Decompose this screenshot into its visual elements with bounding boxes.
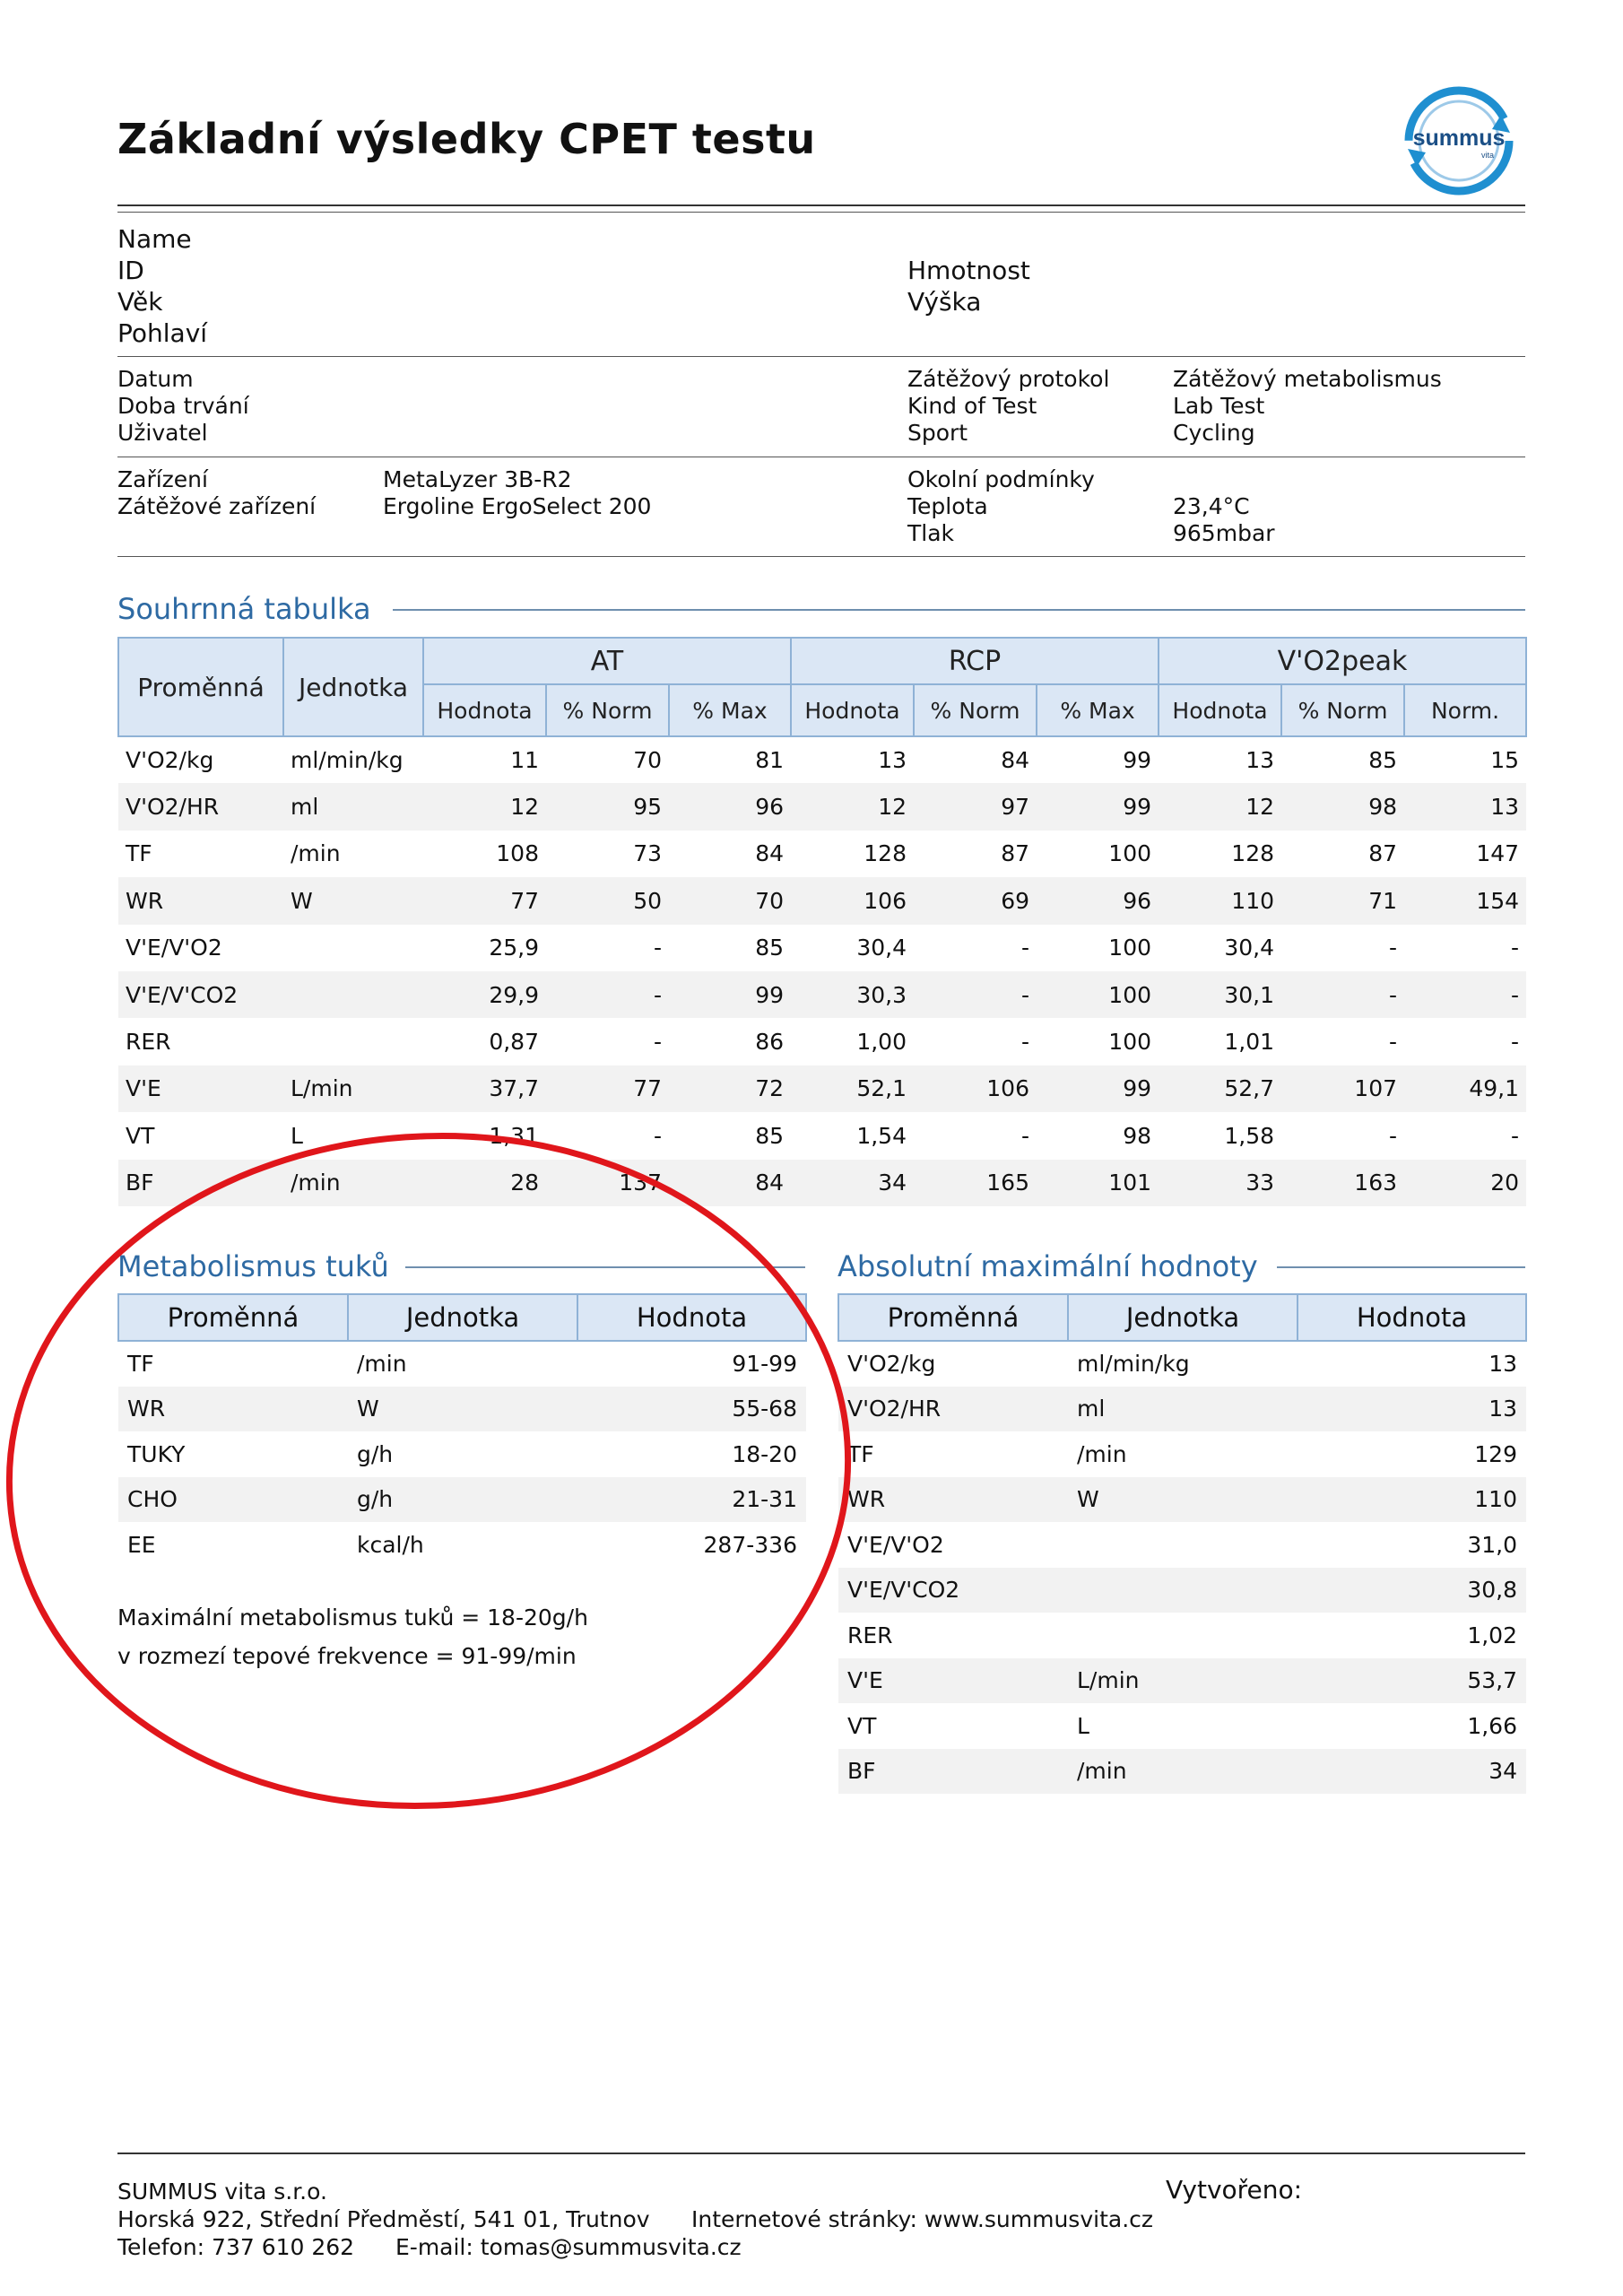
variable-cell: TF xyxy=(126,840,152,867)
value-cell: 12 xyxy=(791,783,914,830)
ergometer-value: Ergoline ErgoSelect 200 xyxy=(383,493,652,519)
value-cell: 128 xyxy=(1231,840,1275,867)
value-cell: 13 xyxy=(1488,1351,1517,1378)
value-cell: 34 xyxy=(791,1160,914,1206)
unit-cell: W xyxy=(1068,1477,1298,1523)
value-cell: 100 xyxy=(1108,935,1152,961)
variable-cell: BF xyxy=(838,1749,1068,1795)
value-cell: 87 xyxy=(1368,840,1398,867)
value-cell: 85 xyxy=(755,1122,784,1149)
value-cell: 98 xyxy=(1281,783,1404,830)
value-cell: 55-68 xyxy=(577,1387,806,1432)
value-cell: 100 xyxy=(1037,971,1159,1018)
value-cell: 96 xyxy=(669,783,791,830)
variable-cell: V'E/V'O2 xyxy=(847,1531,944,1558)
table-row xyxy=(118,1160,1526,1206)
unit-cell: L/min xyxy=(283,1065,423,1112)
value-cell: 31,0 xyxy=(1467,1531,1517,1558)
value-cell: 85 xyxy=(755,935,784,961)
fat-note-line2: v rozmezí tepové frekvence = 91-99/min xyxy=(117,1643,577,1669)
value-cell: 101 xyxy=(1037,1160,1159,1206)
table-row xyxy=(118,1387,806,1432)
value-cell: 13 xyxy=(1404,783,1526,830)
value-cell: 30,3 xyxy=(791,971,914,1018)
footer-created-label: Vytvořeno: xyxy=(1166,2175,1303,2205)
sex-label: Pohlaví xyxy=(117,318,208,348)
device-value: MetaLyzer 3B-R2 xyxy=(383,466,572,492)
value-cell: 50 xyxy=(546,877,669,924)
footer-company: SUMMUS vita s.r.o. xyxy=(117,2179,327,2205)
table-row xyxy=(118,1018,1526,1065)
value-cell: 100 xyxy=(1108,1029,1152,1056)
value-cell: - xyxy=(1020,1122,1029,1149)
value-cell: 165 xyxy=(914,1160,1037,1206)
fat-section-title: Metabolismus tuků xyxy=(117,1249,389,1283)
value-cell: 77 xyxy=(546,1065,669,1112)
summary-subheader: Hodnota xyxy=(791,684,914,736)
group-vo2peak: V'O2peak xyxy=(1159,638,1526,684)
date-label: Datum xyxy=(117,366,194,392)
value-cell: - xyxy=(1388,1029,1398,1056)
temperature-label: Teplota xyxy=(907,493,988,519)
value-cell: - xyxy=(1511,935,1520,961)
value-cell: 12 xyxy=(423,783,546,830)
value-cell: 21-31 xyxy=(577,1477,806,1523)
page-title: Základní výsledky CPET testu xyxy=(117,115,816,163)
kind-value: Lab Test xyxy=(1173,393,1265,419)
value-cell: 96 xyxy=(1037,877,1159,924)
summary-table xyxy=(117,637,1527,1206)
value-cell: 52,7 xyxy=(1159,1065,1281,1112)
group-rcp: RCP xyxy=(791,638,1159,684)
table-row xyxy=(118,736,1526,783)
unit-cell: L/min xyxy=(1068,1658,1298,1704)
unit-cell xyxy=(1068,1613,1298,1658)
value-cell: 137 xyxy=(546,1160,669,1206)
value-cell: - xyxy=(1020,935,1029,961)
value-cell: 84 xyxy=(755,840,784,867)
value-cell: 81 xyxy=(755,747,784,774)
unit-cell xyxy=(1068,1522,1298,1568)
value-cell: 15 xyxy=(1490,747,1520,774)
unit-cell: ml xyxy=(283,783,423,830)
unit-cell: L xyxy=(291,1122,303,1149)
protocol-value: Zátěžový metabolismus xyxy=(1173,366,1442,392)
absmax-header: Hodnota xyxy=(1298,1294,1526,1341)
value-cell: 1,58 xyxy=(1224,1122,1275,1149)
fat-table xyxy=(117,1293,807,1568)
value-cell: 13 xyxy=(1298,1387,1526,1432)
kind-label: Kind of Test xyxy=(907,393,1037,419)
value-cell: - xyxy=(1511,1029,1520,1056)
value-cell: 106 xyxy=(791,877,914,924)
value-cell: 13 xyxy=(1245,747,1275,774)
variable-cell: V'E xyxy=(118,1065,283,1112)
unit-cell: /min xyxy=(283,1160,423,1206)
age-label: Věk xyxy=(117,287,163,317)
value-cell: 1,02 xyxy=(1467,1622,1517,1648)
table-row xyxy=(118,877,1526,924)
value-cell: 100 xyxy=(1108,840,1152,867)
value-cell: 11 xyxy=(510,747,539,774)
value-cell: 70 xyxy=(669,877,791,924)
sport-value: Cycling xyxy=(1173,420,1255,446)
variable-cell: TF xyxy=(847,1440,874,1467)
value-cell: - xyxy=(1020,1029,1029,1056)
unit-cell: /min xyxy=(1077,1440,1127,1467)
value-cell: 98 xyxy=(1123,1122,1152,1149)
unit-cell: ml xyxy=(1068,1387,1298,1432)
svg-text:vita: vita xyxy=(1480,151,1495,160)
table-row xyxy=(838,1613,1526,1658)
table-row xyxy=(118,1341,806,1387)
col-variable: Proměnná xyxy=(118,638,283,736)
table-row xyxy=(118,1431,806,1477)
footer-phone: Telefon: 737 610 262 xyxy=(117,2234,355,2260)
unit-cell: /min xyxy=(291,840,341,867)
value-cell: 107 xyxy=(1281,1065,1404,1112)
device-label: Zařízení xyxy=(117,466,208,492)
value-cell: 287-336 xyxy=(703,1531,797,1558)
fat-header: Jednotka xyxy=(348,1294,577,1341)
value-cell: 97 xyxy=(914,783,1037,830)
unit-cell: kcal/h xyxy=(357,1531,424,1558)
value-cell: 70 xyxy=(633,747,662,774)
variable-cell: V'O2/HR xyxy=(118,783,283,830)
table-row xyxy=(118,783,1526,830)
value-cell: - xyxy=(653,1122,662,1149)
protocol-label: Zátěžový protokol xyxy=(907,366,1110,392)
fat-note-line1: Maximální metabolismus tuků = 18-20g/h xyxy=(117,1605,588,1631)
value-cell: 30,4 xyxy=(1224,935,1275,961)
variable-cell: WR xyxy=(838,1477,1068,1523)
table-row xyxy=(118,1522,806,1568)
variable-cell: WR xyxy=(118,877,283,924)
value-cell: 129 xyxy=(1474,1440,1517,1467)
value-cell: 25,9 xyxy=(489,935,539,961)
table-row xyxy=(118,1065,1526,1112)
value-cell: - xyxy=(653,935,662,961)
value-cell: 13 xyxy=(878,747,907,774)
svg-text:summus: summus xyxy=(1412,126,1506,151)
value-cell: 108 xyxy=(496,840,539,867)
variable-cell: BF xyxy=(118,1160,283,1206)
value-cell: 72 xyxy=(669,1065,791,1112)
unit-cell: g/h xyxy=(357,1440,394,1467)
value-cell: 99 xyxy=(1037,783,1159,830)
ambient-label: Okolní podmínky xyxy=(907,466,1095,492)
value-cell: 49,1 xyxy=(1404,1065,1526,1112)
unit-cell: W xyxy=(348,1387,577,1432)
table-row xyxy=(118,1477,806,1523)
value-cell: 1,00 xyxy=(856,1029,907,1056)
value-cell: 99 xyxy=(1123,747,1152,774)
value-cell: 84 xyxy=(1001,747,1029,774)
id-label: ID xyxy=(117,256,144,285)
value-cell: 1,54 xyxy=(856,1122,907,1149)
value-cell: 53,7 xyxy=(1298,1658,1526,1704)
value-cell: 33 xyxy=(1159,1160,1281,1206)
value-cell: 1,01 xyxy=(1224,1029,1275,1056)
absmax-table xyxy=(838,1293,1527,1794)
col-unit: Jednotka xyxy=(283,638,423,736)
value-cell: - xyxy=(1404,971,1526,1018)
unit-cell xyxy=(283,971,423,1018)
table-row xyxy=(838,1431,1526,1477)
value-cell: 99 xyxy=(1037,1065,1159,1112)
variable-cell: V'O2/HR xyxy=(838,1387,1068,1432)
variable-cell: V'E/V'CO2 xyxy=(838,1568,1068,1613)
variable-cell: RER xyxy=(126,1029,171,1056)
unit-cell: ml/min/kg xyxy=(1077,1351,1190,1378)
ergometer-label: Zátěžové zařízení xyxy=(117,493,317,519)
value-cell: 30,8 xyxy=(1298,1568,1526,1613)
summary-subheader: % Norm xyxy=(1281,684,1404,736)
variable-cell: V'O2/kg xyxy=(126,747,214,774)
unit-cell: L xyxy=(1077,1712,1089,1739)
value-cell: - xyxy=(546,971,669,1018)
name-label: Name xyxy=(117,224,192,254)
value-cell: 99 xyxy=(669,971,791,1018)
duration-label: Doba trvání xyxy=(117,393,249,419)
variable-cell: V'E/V'O2 xyxy=(126,935,222,961)
value-cell: 110 xyxy=(1159,877,1281,924)
value-cell: 71 xyxy=(1281,877,1404,924)
variable-cell: EE xyxy=(127,1531,156,1558)
footer-web: Internetové stránky: www.summusvita.cz xyxy=(691,2206,1154,2232)
group-at: AT xyxy=(423,638,791,684)
value-cell: - xyxy=(653,1029,662,1056)
table-row xyxy=(118,971,1526,1018)
table-row xyxy=(838,1703,1526,1749)
value-cell: 86 xyxy=(755,1029,784,1056)
value-cell: 12 xyxy=(1159,783,1281,830)
table-row xyxy=(838,1658,1526,1704)
footer-email: E-mail: tomas@summusvita.cz xyxy=(395,2234,742,2260)
unit-cell xyxy=(1068,1568,1298,1613)
table-row xyxy=(838,1522,1526,1568)
summary-section-title: Souhrnná tabulka xyxy=(117,592,371,626)
value-cell: 18-20 xyxy=(732,1440,797,1467)
value-cell: 20 xyxy=(1404,1160,1526,1206)
value-cell: 34 xyxy=(1298,1749,1526,1795)
value-cell: 91-99 xyxy=(732,1351,797,1378)
value-cell: - xyxy=(1281,971,1404,1018)
sport-label: Sport xyxy=(907,420,968,446)
variable-cell: TF xyxy=(127,1351,154,1378)
summary-subheader: % Max xyxy=(1037,684,1159,736)
table-row xyxy=(838,1341,1526,1387)
user-label: Uživatel xyxy=(117,420,208,446)
variable-cell: VT xyxy=(847,1712,877,1739)
table-row xyxy=(118,925,1526,971)
summary-subheader: Hodnota xyxy=(423,684,546,736)
temperature-value: 23,4°C xyxy=(1173,493,1250,519)
value-cell: 37,7 xyxy=(423,1065,546,1112)
summary-subheader: % Max xyxy=(669,684,791,736)
height-label: Výška xyxy=(907,287,982,317)
table-row xyxy=(118,831,1526,877)
weight-label: Hmotnost xyxy=(907,256,1030,285)
value-cell: 52,1 xyxy=(791,1065,914,1112)
value-cell: - xyxy=(914,971,1037,1018)
value-cell: 95 xyxy=(546,783,669,830)
unit-cell: /min xyxy=(1068,1749,1298,1795)
value-cell: 1,66 xyxy=(1467,1712,1517,1739)
value-cell: 87 xyxy=(1001,840,1029,867)
fat-header: Proměnná xyxy=(118,1294,348,1341)
value-cell: 29,9 xyxy=(423,971,546,1018)
table-row xyxy=(118,1112,1526,1159)
variable-cell: V'E xyxy=(838,1658,1068,1704)
fat-header: Hodnota xyxy=(577,1294,806,1341)
value-cell: 84 xyxy=(669,1160,791,1206)
variable-cell: CHO xyxy=(118,1477,348,1523)
unit-cell: W xyxy=(283,877,423,924)
unit-cell: /min xyxy=(357,1351,407,1378)
unit-cell xyxy=(283,1018,423,1065)
value-cell: 69 xyxy=(914,877,1037,924)
value-cell: 154 xyxy=(1404,877,1526,924)
value-cell: - xyxy=(1388,935,1398,961)
value-cell: 28 xyxy=(423,1160,546,1206)
value-cell: 0,87 xyxy=(489,1029,539,1056)
unit-cell: ml/min/kg xyxy=(291,747,404,774)
value-cell: 77 xyxy=(423,877,546,924)
value-cell: 128 xyxy=(864,840,907,867)
summus-logo xyxy=(1401,83,1517,199)
value-cell: 110 xyxy=(1298,1477,1526,1523)
variable-cell: RER xyxy=(847,1622,893,1648)
value-cell: 163 xyxy=(1281,1160,1404,1206)
value-cell: 30,1 xyxy=(1159,971,1281,1018)
summary-subheader: % Norm xyxy=(546,684,669,736)
absmax-section-title: Absolutní maximální hodnoty xyxy=(838,1249,1258,1283)
value-cell: 1,31 xyxy=(489,1122,539,1149)
table-row xyxy=(838,1749,1526,1795)
variable-cell: VT xyxy=(126,1122,155,1149)
variable-cell: V'O2/kg xyxy=(847,1351,936,1378)
value-cell: 73 xyxy=(633,840,662,867)
table-row xyxy=(838,1387,1526,1432)
absmax-header: Jednotka xyxy=(1068,1294,1298,1341)
table-row xyxy=(838,1568,1526,1613)
value-cell: - xyxy=(1388,1122,1398,1149)
value-cell: 30,4 xyxy=(856,935,907,961)
pressure-value: 965mbar xyxy=(1173,520,1275,546)
value-cell: 147 xyxy=(1476,840,1520,867)
value-cell: 106 xyxy=(914,1065,1037,1112)
variable-cell: WR xyxy=(118,1387,348,1432)
table-row xyxy=(838,1477,1526,1523)
footer-address: Horská 922, Střední Předměstí, 541 01, Trutnov xyxy=(117,2206,650,2232)
pressure-label: Tlak xyxy=(907,520,955,546)
variable-cell: V'E/V'CO2 xyxy=(118,971,283,1018)
summary-subheader: Hodnota xyxy=(1159,684,1281,736)
summary-subheader: Norm. xyxy=(1404,684,1526,736)
variable-cell: TUKY xyxy=(127,1440,186,1467)
value-cell: - xyxy=(1511,1122,1520,1149)
absmax-header: Proměnná xyxy=(838,1294,1068,1341)
summary-subheader: % Norm xyxy=(914,684,1037,736)
value-cell: 85 xyxy=(1368,747,1398,774)
unit-cell xyxy=(283,925,423,971)
unit-cell: g/h xyxy=(348,1477,577,1523)
